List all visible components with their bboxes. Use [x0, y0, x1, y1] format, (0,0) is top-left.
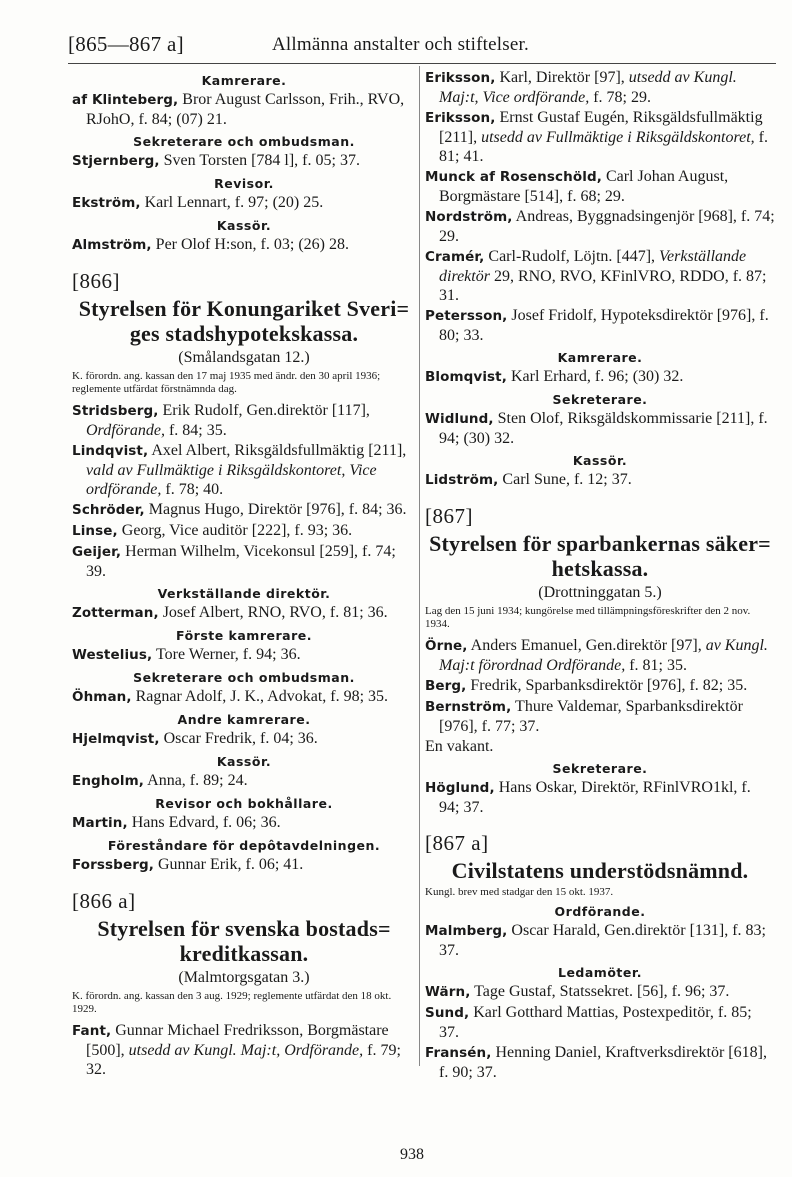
person-role-italic: utsedd av Kungl. Maj:t, Ordförande, — [128, 1042, 364, 1059]
person-details: Carl Sune, f. 12; 37. — [498, 471, 632, 488]
person-name: Geijer, — [72, 544, 122, 560]
role-heading: Förste kamrerare. — [176, 628, 312, 643]
person-name: Eriksson, — [425, 70, 496, 86]
person-name: af Klinteberg, — [72, 92, 179, 108]
header-page-range: [865—867 a] — [68, 32, 184, 56]
person-name: Cramér, — [425, 249, 485, 265]
person-entry — [72, 645, 416, 665]
person-details: Gunnar Michael Fredriksson, Borgmästare [500], — [86, 1022, 389, 1059]
role-heading: Kamrerare. — [201, 73, 287, 88]
person-entry — [72, 687, 416, 707]
person-entry — [72, 1021, 416, 1079]
person-name: Linse, — [72, 523, 118, 539]
person-role-italic: av Kungl. Maj:t förordnad Ordförande, — [439, 637, 768, 674]
person-entry — [425, 470, 775, 490]
person-dates: f. 79; 32. — [86, 1042, 401, 1078]
person-dates: f. 84; 35. — [164, 422, 227, 439]
person-details: Bror August Carlsson, Frih., RVO, RJohO, f. 84; (07) 21. — [86, 91, 405, 128]
person-details: Josef Albert, RNO, RVO, f. 81; 36. — [158, 604, 388, 621]
section-address: (Smålandsgatan 12.) — [178, 349, 310, 366]
person-name: Hjelmqvist, — [72, 731, 160, 747]
person-entry — [425, 306, 775, 345]
section-note: Lag den 15 juni 1934; kungörelse med tillämpningsföreskrifter den 2 nov. 1934. — [425, 605, 751, 630]
person-details: Ragnar Adolf, J. K., Advokat, f. 98; 35. — [131, 688, 389, 705]
person-name: Westelius, — [72, 647, 153, 663]
section-title: Civilstatens understödsnämnd. — [451, 858, 749, 883]
section-title: Styrelsen för sparbankernas säker= hetskassa. — [429, 531, 771, 581]
person-name: Petersson, — [425, 308, 508, 324]
section-note: Kungl. brev med stadgar den 15 okt. 1937. — [425, 886, 614, 898]
person-name: Lindqvist, — [72, 443, 149, 459]
person-role-italic: utsedd av Kungl. Maj:t, Vice ordförande, — [439, 69, 737, 106]
person-name: Stjernberg, — [72, 153, 160, 169]
section-number: [867 a] — [425, 831, 489, 855]
section-number: [866] — [72, 269, 120, 293]
role-heading: Sekreterare. — [552, 761, 648, 776]
person-name: Stridsberg, — [72, 403, 159, 419]
role-heading: Verkställande direktör. — [157, 586, 331, 601]
role-heading: Föreståndare för depôtavdelningen. — [107, 838, 381, 853]
person-details: Ernst Gustaf Eugén, Riksgäldsfullmäktig [211], — [439, 109, 763, 146]
person-entry — [72, 855, 416, 875]
person-dates: 29, RNO, RVO, KFinlVRO, RDDO, f. 87; 31. — [439, 268, 767, 304]
person-name: Schröder, — [72, 502, 145, 518]
person-details: Oscar Fredrik, f. 04; 36. — [159, 730, 318, 747]
person-entry — [72, 500, 416, 520]
person-name: Bernström, — [425, 699, 512, 715]
person-details: Per Olof H:son, f. 03; (26) 28. — [151, 236, 349, 253]
person-entry — [425, 367, 775, 387]
person-name: Wärn, — [425, 984, 471, 1000]
person-role-italic: Verkställande direktör — [439, 248, 747, 285]
person-name: Forssberg, — [72, 857, 154, 873]
person-name: Öhman, — [72, 689, 132, 705]
person-details: Sten Olof, Riksgäldskommissarie [211], f. 94; (30) 32. — [439, 410, 768, 447]
person-entry — [72, 151, 416, 171]
person-name: Eriksson, — [425, 110, 496, 126]
person-details: Axel Albert, Riksgäldsfullmäktig [211], — [148, 442, 407, 459]
person-name: Örne, — [425, 638, 468, 654]
person-details: Karl Lennart, f. 97; (20) 25. — [140, 194, 324, 211]
person-dates: f. 78; 40. — [161, 481, 224, 498]
section-title: Styrelsen för Konungariket Sveri= ges stadshypotekskassa. — [78, 296, 410, 346]
person-name: Lidström, — [425, 472, 499, 488]
person-role-italic: Ordförande, — [86, 422, 165, 439]
person-entry — [425, 1043, 775, 1082]
role-heading: Sekreterare och ombudsman. — [133, 670, 355, 685]
header-title: Allmänna anstalter och stiftelser. — [272, 34, 529, 55]
person-dates: f. 78; 29. — [589, 89, 651, 106]
person-name: Höglund, — [425, 780, 495, 796]
person-entry — [72, 813, 416, 833]
role-heading: Revisor och bokhållare. — [155, 796, 333, 811]
person-dates: f. 81; 35. — [625, 657, 687, 674]
person-name: Berg, — [425, 678, 467, 694]
person-entry — [72, 771, 416, 791]
person-name: Sund, — [425, 1005, 470, 1021]
person-name: Nordström, — [425, 209, 513, 225]
role-heading: Sekreterare. — [552, 392, 648, 407]
person-entry — [72, 521, 416, 541]
person-details: Tore Werner, f. 94; 36. — [152, 646, 301, 663]
role-heading: Sekreterare och ombudsman. — [133, 134, 355, 149]
role-heading: Andre kamrerare. — [177, 712, 311, 727]
person-details: Hans Oskar, Direktör, RFinlVRO1kl, f. 94; 37. — [439, 779, 751, 816]
person-details: Karl Gotthard Mattias, Postexpeditör, f. 85; 37. — [439, 1004, 752, 1041]
person-details: Sven Torsten [784 l], f. 05; 37. — [159, 152, 360, 169]
person-name: Fant, — [72, 1023, 112, 1039]
person-details: Herman Wilhelm, Vicekonsul [259], f. 74; 39. — [86, 543, 396, 580]
role-heading: Kassör. — [572, 453, 628, 468]
person-dates: f. 81; 41. — [439, 129, 768, 165]
person-entry — [425, 676, 775, 696]
person-details: Henning Daniel, Kraftverksdirektör [618], f. 90; 37. — [439, 1044, 767, 1081]
person-name: Ekström, — [72, 195, 141, 211]
person-entry — [425, 921, 775, 960]
person-entry — [425, 982, 775, 1002]
person-name: Fransén, — [425, 1045, 492, 1061]
person-role-italic: vald av Fullmäktige i Riksgäldskontoret, Vice ordförande, — [86, 462, 377, 498]
section-note: K. förordn. ang. kassan den 17 maj 1935 med ändr. den 30 april 1936; reglemente utfärdat förstnämnda dag. — [72, 370, 381, 395]
person-details: Fredrik, Sparbanksdirektör [976], f. 82; 35. — [466, 677, 748, 694]
page-number: 938 — [400, 1146, 424, 1163]
column-divider — [419, 66, 420, 1066]
person-entry — [72, 542, 416, 581]
person-details: Gunnar Erik, f. 06; 41. — [153, 856, 304, 873]
person-name: Almström, — [72, 237, 152, 253]
person-entry — [425, 167, 775, 206]
role-heading: Kamrerare. — [557, 350, 643, 365]
person-role-italic: utsedd av Fullmäktige i Riksgäldskontoret, — [481, 129, 755, 146]
person-entry — [425, 108, 775, 166]
person-entry — [72, 193, 416, 213]
person-entry — [72, 729, 416, 749]
person-entry — [72, 235, 416, 255]
person-entry — [72, 401, 416, 440]
person-name: Munck af Rosenschöld, — [425, 169, 602, 185]
person-entry — [72, 603, 416, 623]
person-details: Georg, Vice auditör [222], f. 93; 36. — [117, 522, 353, 539]
entry-plain: En vakant. — [425, 738, 494, 755]
person-name: Zotterman, — [72, 605, 159, 621]
person-details: Andreas, Byggnadsingenjör [968], f. 74; 29. — [439, 208, 775, 245]
section-address: (Drottninggatan 5.) — [538, 584, 662, 601]
person-entry — [425, 247, 775, 305]
role-heading: Kassör. — [216, 754, 272, 769]
person-entry — [425, 697, 775, 736]
person-entry — [72, 441, 416, 499]
person-details: Anders Emanuel, Gen.direktör [97], — [467, 637, 706, 654]
person-entry — [425, 636, 775, 675]
role-heading: Revisor. — [214, 176, 274, 191]
person-details: Tage Gustaf, Statssekret. [56], f. 96; 37. — [470, 983, 730, 1000]
section-number: [867] — [425, 504, 473, 528]
person-name: Blomqvist, — [425, 369, 507, 385]
person-details: Erik Rudolf, Gen.direktör [117], — [158, 402, 370, 419]
role-heading: Kassör. — [216, 218, 272, 233]
page-header — [68, 30, 776, 58]
person-details: Anna, f. 89; 24. — [144, 772, 248, 789]
right-column — [425, 68, 775, 1083]
section-number: [866 a] — [72, 889, 136, 913]
role-heading: Ledamöter. — [557, 965, 643, 980]
person-name: Malmberg, — [425, 923, 508, 939]
person-details: Carl Johan August, Borgmästare [514], f. 68; 29. — [439, 168, 729, 205]
person-entry — [425, 68, 775, 107]
section-address: (Malmtorgsgatan 3.) — [178, 969, 310, 986]
person-name: Martin, — [72, 815, 128, 831]
role-heading: Ordförande. — [554, 904, 646, 919]
person-entry — [425, 409, 775, 448]
person-entry — [425, 207, 775, 246]
person-entry — [72, 90, 416, 129]
person-name: Widlund, — [425, 411, 494, 427]
section-note: K. förordn. ang. kassan den 3 aug. 1929; reglemente utfärdat den 18 okt. 1929. — [72, 990, 392, 1015]
person-details: Magnus Hugo, Direktör [976], f. 84; 36. — [144, 501, 407, 518]
left-column — [72, 68, 416, 1080]
person-name: Engholm, — [72, 773, 145, 789]
person-details: Thure Valdemar, Sparbanksdirektör [976], f. 77; 37. — [439, 698, 743, 735]
person-details: Hans Edvard, f. 06; 36. — [127, 814, 281, 831]
section-title: Styrelsen för svenska bostads= kreditkassan. — [97, 916, 391, 966]
person-details: Karl Erhard, f. 96; (30) 32. — [506, 368, 684, 385]
person-details: Karl, Direktör [97], — [495, 69, 629, 86]
person-details: Oscar Harald, Gen.direktör [131], f. 83; 37. — [439, 922, 766, 959]
person-entry — [425, 1003, 775, 1042]
person-details: Carl-Rudolf, Löjtn. [447], — [484, 248, 660, 265]
person-entry — [425, 778, 775, 817]
header-rule — [68, 63, 776, 64]
person-details: Josef Fridolf, Hypoteksdirektör [976], f. 80; 33. — [439, 307, 769, 344]
